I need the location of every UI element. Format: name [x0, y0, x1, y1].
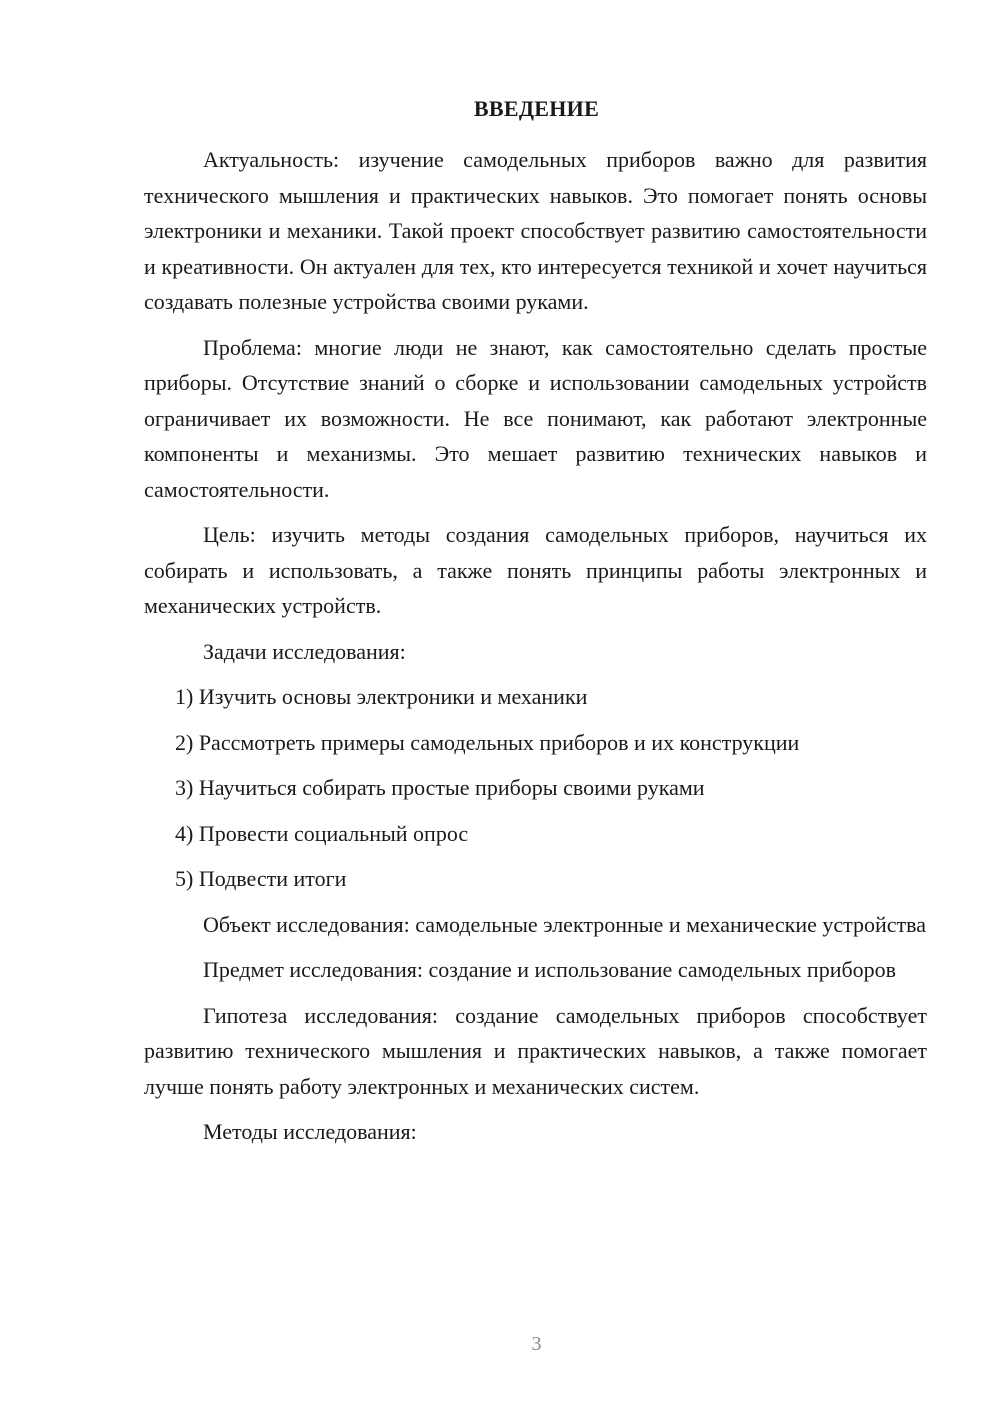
- page-title: ВВЕДЕНИЕ: [473, 96, 600, 121]
- subject-paragraph: Предмет исследования: создание и использование самодельных приборов: [203, 957, 897, 982]
- problem-paragraph: Проблема: многие люди не знают, как самостоятельно сделать простые приборы. Отсутствие знаний о сборке и использовании самодельных устройств ограничивает их возможности. Не все понимают, как работают электронные компоненты и механизмы. Это мешает развитию технических навыков и самостоятельности.: [144, 334, 927, 502]
- goal-paragraph: Цель: изучить методы создания самодельных приборов, научиться их собирать и использовать, а также понять принципы работы электронных и механических устройств.: [144, 522, 927, 618]
- tasks-list: [144, 679, 927, 897]
- document-body: [144, 142, 927, 1160]
- hypothesis-paragraph: Гипотеза исследования: создание самодельных приборов способствует развитию технического мышления и практических навыков, а также помогает лучше понять работу электронных и механических систем.: [144, 1002, 927, 1099]
- relevance-paragraph: Актуальность: изучение самодельных приборов важно для развития технического мышления и практических навыков. Это помогает понять основы электроники и механики. Такой проект способствует развитию самостоятельности и креативности. Он актуален для тех, кто интересуется техникой и хочет научиться создавать полезные устройства своими руками.: [144, 147, 927, 314]
- list-item: 1) Изучить основы электроники и механики: [175, 684, 588, 709]
- list-item: 3) Научиться собирать простые приборы своими руками: [175, 775, 705, 800]
- list-item: 5) Подвести итоги: [175, 866, 347, 891]
- list-item: 4) Провести социальный опрос: [175, 820, 469, 846]
- page-number: 3: [531, 1333, 542, 1355]
- list-item: 2) Рассмотреть примеры самодельных приборов и их конструкции: [175, 729, 800, 755]
- tasks-heading: Задачи исследования:: [203, 638, 406, 664]
- object-paragraph: Объект исследования: самодельные электронные и механические устройства: [203, 911, 927, 937]
- methods-heading: Методы исследования:: [203, 1119, 417, 1144]
